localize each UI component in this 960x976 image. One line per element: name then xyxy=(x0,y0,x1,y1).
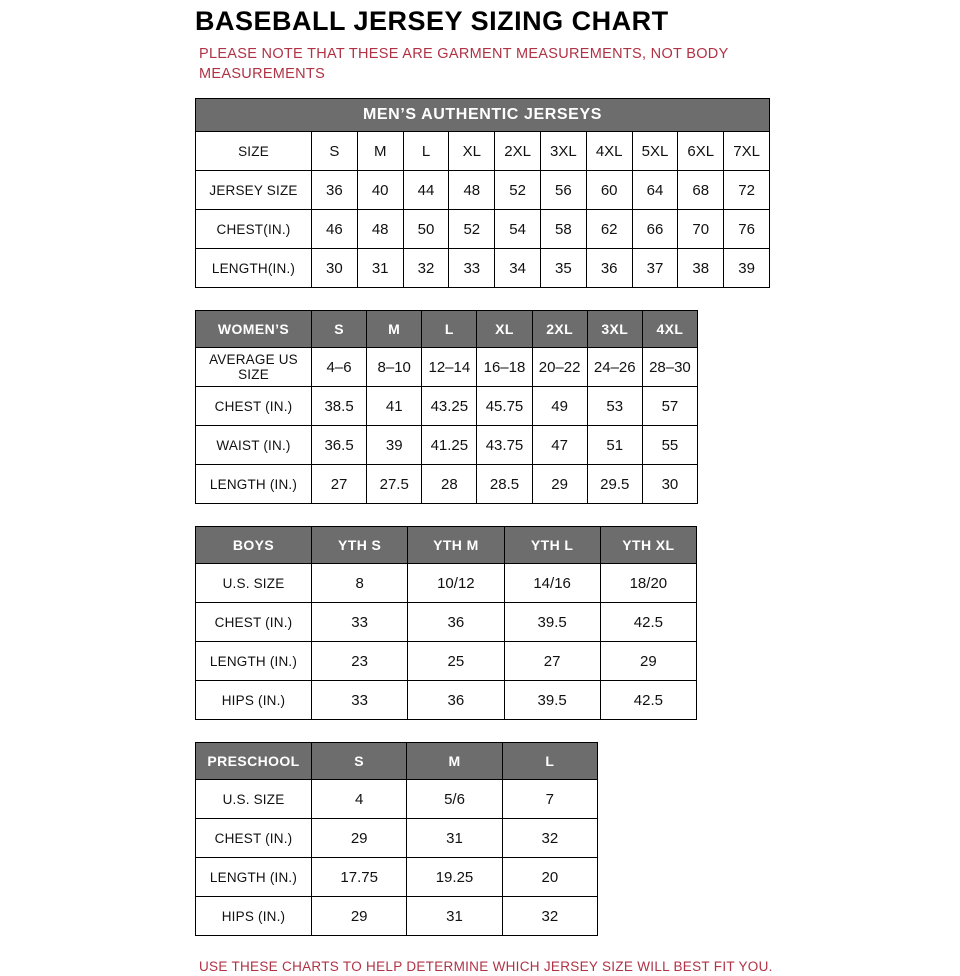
value-cell: 28 xyxy=(422,465,477,504)
value-cell: 36.5 xyxy=(312,426,367,465)
preschool-size-header-cell: M xyxy=(407,743,502,780)
value-cell: 12–14 xyxy=(422,348,477,387)
value-cell: 57 xyxy=(642,387,697,426)
value-cell: 8 xyxy=(312,564,408,603)
value-cell: 54 xyxy=(495,210,541,249)
womens-table-row xyxy=(196,465,698,504)
row-label-cell: U.S. SIZE xyxy=(196,780,312,819)
value-cell: 38 xyxy=(678,249,724,288)
value-cell: 25 xyxy=(408,642,504,681)
garment-measurements-note: PLEASE NOTE THAT THESE ARE GARMENT MEASUREMENTS, NOT BODY MEASUREMENTS xyxy=(199,46,729,82)
value-cell: 55 xyxy=(642,426,697,465)
value-cell: 20–22 xyxy=(532,348,587,387)
value-cell: 68 xyxy=(678,171,724,210)
boys-size-header-cell: YTH M xyxy=(408,527,504,564)
womens-size-header-cell: XL xyxy=(477,311,532,348)
value-cell: 32 xyxy=(403,249,449,288)
boys-size-header-cell: YTH S xyxy=(312,527,408,564)
boys-size-header-cell: YTH XL xyxy=(600,527,696,564)
value-cell: 6XL xyxy=(678,132,724,171)
value-cell: 64 xyxy=(632,171,678,210)
table-preschool xyxy=(195,742,598,936)
value-cell: 14/16 xyxy=(504,564,600,603)
table-womens xyxy=(195,310,698,504)
boys-table-row xyxy=(196,681,697,720)
womens-size-header-cell: 3XL xyxy=(587,311,642,348)
mens-banner-row xyxy=(196,99,770,132)
value-cell: 36 xyxy=(312,171,358,210)
value-cell: M xyxy=(357,132,403,171)
value-cell: 33 xyxy=(312,603,408,642)
row-label-cell: LENGTH (IN.) xyxy=(196,642,312,681)
value-cell: 34 xyxy=(495,249,541,288)
value-cell: 5/6 xyxy=(407,780,502,819)
row-label-cell: LENGTH (IN.) xyxy=(196,858,312,897)
tables-container xyxy=(195,98,790,936)
value-cell: 72 xyxy=(724,171,770,210)
mens-table-row xyxy=(196,210,770,249)
value-cell: 39.5 xyxy=(504,681,600,720)
value-cell: 40 xyxy=(357,171,403,210)
value-cell: 36 xyxy=(586,249,632,288)
value-cell: 43.75 xyxy=(477,426,532,465)
value-cell: 4 xyxy=(312,780,407,819)
value-cell: 27.5 xyxy=(367,465,422,504)
value-cell: 29 xyxy=(312,819,407,858)
value-cell: 76 xyxy=(724,210,770,249)
value-cell: 4XL xyxy=(586,132,632,171)
value-cell: 29 xyxy=(600,642,696,681)
row-label-cell: CHEST (IN.) xyxy=(196,819,312,858)
womens-header-row xyxy=(196,311,698,348)
row-label-cell: U.S. SIZE xyxy=(196,564,312,603)
value-cell: 49 xyxy=(532,387,587,426)
value-cell: 33 xyxy=(449,249,495,288)
value-cell: 39.5 xyxy=(504,603,600,642)
value-cell: 70 xyxy=(678,210,724,249)
value-cell: 18/20 xyxy=(600,564,696,603)
value-cell: 39 xyxy=(724,249,770,288)
preschool-table-row xyxy=(196,819,598,858)
value-cell: 42.5 xyxy=(600,603,696,642)
value-cell: 48 xyxy=(449,171,495,210)
womens-size-header-cell: 4XL xyxy=(642,311,697,348)
value-cell: 31 xyxy=(407,897,502,936)
womens-header-label: WOMEN’S xyxy=(196,311,312,348)
preschool-size-header-cell: S xyxy=(312,743,407,780)
value-cell: 8–10 xyxy=(367,348,422,387)
value-cell: XL xyxy=(449,132,495,171)
value-cell: 27 xyxy=(504,642,600,681)
page-title: BASEBALL JERSEY SIZING CHART xyxy=(195,6,669,36)
value-cell: 29 xyxy=(532,465,587,504)
value-cell: 44 xyxy=(403,171,449,210)
value-cell: 2XL xyxy=(495,132,541,171)
row-label-cell: WAIST (IN.) xyxy=(196,426,312,465)
value-cell: 33 xyxy=(312,681,408,720)
value-cell: 52 xyxy=(449,210,495,249)
value-cell: 31 xyxy=(357,249,403,288)
row-label-cell: SIZE xyxy=(196,132,312,171)
value-cell: 41.25 xyxy=(422,426,477,465)
table-boys xyxy=(195,526,697,720)
value-cell: 47 xyxy=(532,426,587,465)
value-cell: 30 xyxy=(642,465,697,504)
boys-table-row xyxy=(196,603,697,642)
value-cell: 50 xyxy=(403,210,449,249)
womens-table-row xyxy=(196,387,698,426)
womens-size-header-cell: L xyxy=(422,311,477,348)
boys-size-header-cell: YTH L xyxy=(504,527,600,564)
boys-header-row xyxy=(196,527,697,564)
value-cell: 30 xyxy=(312,249,358,288)
mens-banner: MEN’S AUTHENTIC JERSEYS xyxy=(196,99,770,132)
boys-header-label: BOYS xyxy=(196,527,312,564)
value-cell: 43.25 xyxy=(422,387,477,426)
value-cell: 51 xyxy=(587,426,642,465)
value-cell: 66 xyxy=(632,210,678,249)
womens-size-header-cell: 2XL xyxy=(532,311,587,348)
preschool-table-row xyxy=(196,858,598,897)
value-cell: 32 xyxy=(502,897,597,936)
value-cell: 28.5 xyxy=(477,465,532,504)
row-label-cell: CHEST (IN.) xyxy=(196,603,312,642)
row-label-cell: CHEST (IN.) xyxy=(196,387,312,426)
row-label-cell: JERSEY SIZE xyxy=(196,171,312,210)
womens-table-row xyxy=(196,348,698,387)
row-label-cell: HIPS (IN.) xyxy=(196,897,312,936)
mens-table-row xyxy=(196,249,770,288)
womens-size-header-cell: M xyxy=(367,311,422,348)
womens-table-row xyxy=(196,426,698,465)
boys-table-row xyxy=(196,642,697,681)
value-cell: 41 xyxy=(367,387,422,426)
fit-help-note: USE THESE CHARTS TO HELP DETERMINE WHICH JERSEY SIZE WILL BEST FIT YOU. xyxy=(199,959,773,975)
value-cell: 48 xyxy=(357,210,403,249)
value-cell: 19.25 xyxy=(407,858,502,897)
value-cell: 60 xyxy=(586,171,632,210)
value-cell: 7XL xyxy=(724,132,770,171)
value-cell: 27 xyxy=(312,465,367,504)
mens-table-row xyxy=(196,132,770,171)
value-cell: 31 xyxy=(407,819,502,858)
value-cell: 37 xyxy=(632,249,678,288)
value-cell: 56 xyxy=(540,171,586,210)
value-cell: 32 xyxy=(502,819,597,858)
row-label-cell: HIPS (IN.) xyxy=(196,681,312,720)
value-cell: 53 xyxy=(587,387,642,426)
preschool-table-row xyxy=(196,780,598,819)
boys-table-row xyxy=(196,564,697,603)
value-cell: 62 xyxy=(586,210,632,249)
value-cell: 28–30 xyxy=(642,348,697,387)
value-cell: 17.75 xyxy=(312,858,407,897)
row-label-cell: LENGTH(IN.) xyxy=(196,249,312,288)
row-label-cell: AVERAGE US SIZE xyxy=(196,348,312,387)
value-cell: 29 xyxy=(312,897,407,936)
row-label-cell: LENGTH (IN.) xyxy=(196,465,312,504)
value-cell: 38.5 xyxy=(312,387,367,426)
value-cell: 35 xyxy=(540,249,586,288)
preschool-header-label: PRESCHOOL xyxy=(196,743,312,780)
value-cell: 16–18 xyxy=(477,348,532,387)
value-cell: 39 xyxy=(367,426,422,465)
row-label-cell: CHEST(IN.) xyxy=(196,210,312,249)
value-cell: 42.5 xyxy=(600,681,696,720)
value-cell: S xyxy=(312,132,358,171)
value-cell: 24–26 xyxy=(587,348,642,387)
value-cell: 58 xyxy=(540,210,586,249)
value-cell: 23 xyxy=(312,642,408,681)
value-cell: 29.5 xyxy=(587,465,642,504)
preschool-size-header-cell: L xyxy=(502,743,597,780)
value-cell: 4–6 xyxy=(312,348,367,387)
value-cell: 45.75 xyxy=(477,387,532,426)
mens-table-row xyxy=(196,171,770,210)
womens-size-header-cell: S xyxy=(312,311,367,348)
table-mens xyxy=(195,98,770,288)
value-cell: 20 xyxy=(502,858,597,897)
preschool-header-row xyxy=(196,743,598,780)
value-cell: 36 xyxy=(408,603,504,642)
value-cell: 3XL xyxy=(540,132,586,171)
value-cell: 46 xyxy=(312,210,358,249)
value-cell: 52 xyxy=(495,171,541,210)
value-cell: L xyxy=(403,132,449,171)
value-cell: 36 xyxy=(408,681,504,720)
value-cell: 10/12 xyxy=(408,564,504,603)
preschool-table-row xyxy=(196,897,598,936)
value-cell: 7 xyxy=(502,780,597,819)
value-cell: 5XL xyxy=(632,132,678,171)
